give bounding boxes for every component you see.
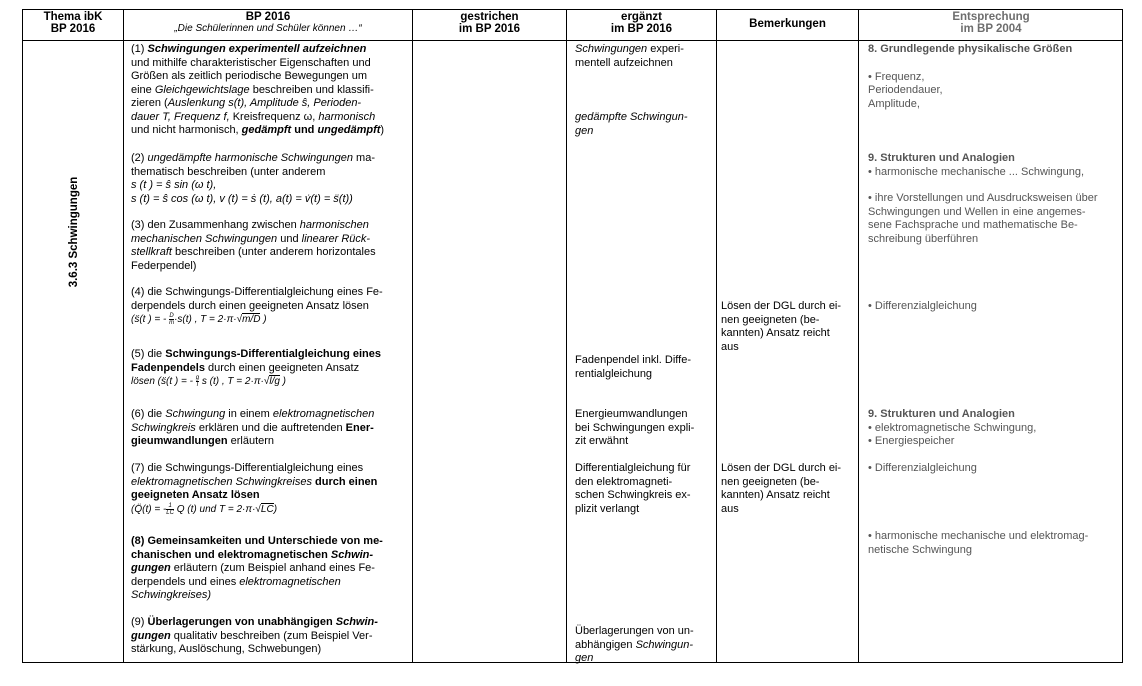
header-bp2004 [859,11,1123,40]
column-divider [123,10,124,662]
ergaenzt-2: gedämpfte Schwingun- gen [575,111,688,137]
header-thema-line2: BP 2016 [50,23,96,35]
bemerkung-1: Lösen der DGL durch ei- nen geeigneten (be- kannten) Ansatz reicht aus [721,300,842,353]
bp2016-item-4: (4) die Schwingungs-Differentialgleichung eines Fe- derpendels durch einen geeigneten Ansatz lösen (s̈(t ) = - $\frac{D}{m}$ ·s(t) , T = 2·π·√m/D ) [131,286,383,326]
bp2016-item-6: (6) die Schwingung in einem elektromagnetischen Schwingkreis erklären und die auftretenden Ener- gieumwandlungen erläutern [131,408,375,447]
bp2004-section-4: • Differenzialgleichung [868,300,977,312]
header-bp2004-line1: Entsprechung [952,11,1030,23]
ergaenzt-4: Energieumwandlungen bei Schwingungen expli- zit erwähnt [575,408,695,447]
bp2004-section-3: • ihre Vorstellungen und Ausdrucksweisen über Schwingungen und Wellen in eine angemes- sene Fachsprache und mathematische Be- schreibung überführen [868,192,1098,245]
bp2004-section-2: 9. Strukturen und Analogien • harmonische mechanische ... Schwingung, [868,152,1123,179]
header-gestrichen-line1: gestrichen [460,11,519,23]
bp2004-section-1: 8. Grundlegende physikalische Größen • Frequenz, Periodendauer, Amplitude, [868,43,1123,111]
bp2016-item-7: (7) die Schwingungs-Differentialgleichung eines elektromagnetischen Schwingkreises durch einen geeigneten Ansatz lösen (Q̈(t) = - $\frac{1}{LC}$ Q (t) und T = 2·π·√LC) [131,462,378,516]
header-bemerkungen [717,11,858,47]
header-ergaenzt [567,11,716,40]
ergaenzt-6: Überlagerungen von un- abhängigen Schwingun- gen [575,625,694,664]
column-divider [566,10,567,662]
ergaenzt-1: Schwingungen experi- mentell aufzeichnen [575,43,684,69]
header-bp2016-title: BP 2016 [245,11,291,23]
column-divider [412,10,413,662]
bp2004-section-1-title: 8. Grundlegende physikalische Größen [868,43,1073,55]
header-gestrichen-line2: im BP 2016 [458,23,521,35]
bp2004-section-6: • Differenzialgleichung [868,462,977,474]
header-bp2016-subtitle: „Die Schülerinnen und Schüler können …“ [174,23,362,34]
header-ergaenzt-line2: im BP 2016 [610,23,673,35]
header-bp2016 [124,11,412,40]
header-divider [23,40,1122,41]
bp2016-item-1: (1) Schwingungen experimentell aufzeichnen und mithilfe charakteristischer Eigenschaften und Größen als zeitlich periodische Bewegungen um eine Gleichgewichtslage beschreiben und klassifi- zieren (Auslenkung s(t), Amplitude ŝ, Perioden- dauer T, Frequenz f, Kreisfrequenz ω, harmonisch und nicht harmonisch, gedämpft und ungedämpft) [131,43,385,136]
header-gestrichen [413,11,566,40]
bemerkung-2: Lösen der DGL durch ei- nen geeigneten (be- kannten) Ansatz reicht aus [721,462,842,515]
bp2004-section-2-title: 9. Strukturen und Analogien [868,152,1015,164]
header-bp2004-line2: im BP 2004 [960,23,1022,35]
bp2004-section-5: 9. Strukturen und Analogien • elektromagnetische Schwingung, • Energiespeicher [868,408,1123,449]
topic-label: 3.6.3 Schwingungen [68,176,80,288]
header-bemerkungen-label: Bemerkungen [749,18,826,30]
bp2016-item-5: (5) die Schwingungs-Differentialgleichung eines Fadenpendels durch einen geeigneten Ansatz lösen (s̈(t ) = - $\frac{g}{l}$ s (t) , T = 2·π·√l/g ) [131,348,381,388]
bp2016-item-2: (2) ungedämpfte harmonische Schwingungen ma- thematisch beschreiben (unter anderem s (t ) = ŝ sin (ω t), s (t) = ŝ cos (ω t), v (t) = ṡ (t), a(t) = v̇(t) = s̈(t)) [131,152,375,205]
bp2016-item-9: (9) Überlagerungen von unabhängigen Schwin- gungen qualitativ beschreiben (zum Beispiel Ver- stärkung, Auslöschung, Schwebungen) [131,616,378,655]
header-ergaenzt-line1: ergänzt [621,11,662,23]
comparison-table [22,9,1123,663]
header-thema [23,11,123,40]
ergaenzt-5: Differentialgleichung für den elektromagneti- schen Schwingkreis ex- plizit verlangt [575,462,691,515]
bp2016-item-3: (3) den Zusammenhang zwischen harmonischen mechanischen Schwingungen und linearer Rück- stellkraft beschreiben (unter anderem horizontales Federpendel) [131,219,376,272]
column-divider [716,10,717,662]
bp2016-item-8: (8) Gemeinsamkeiten und Unterschiede von me- chanischen und elektromagnetischen Schwin- gungen erläutern (zum Beispiel anhand eines Fe- derpendels und eines elektromagnetischen Schwingkreises) [131,535,383,601]
ergaenzt-3: Fadenpendel inkl. Diffe- rentialgleichung [575,354,691,380]
header-thema-line1: Thema ibK [43,11,103,23]
bp2004-section-7: • harmonische mechanische und elektromag- netische Schwingung [868,530,1089,556]
column-divider [858,10,859,662]
bp2004-section-5-title: 9. Strukturen und Analogien [868,408,1015,420]
